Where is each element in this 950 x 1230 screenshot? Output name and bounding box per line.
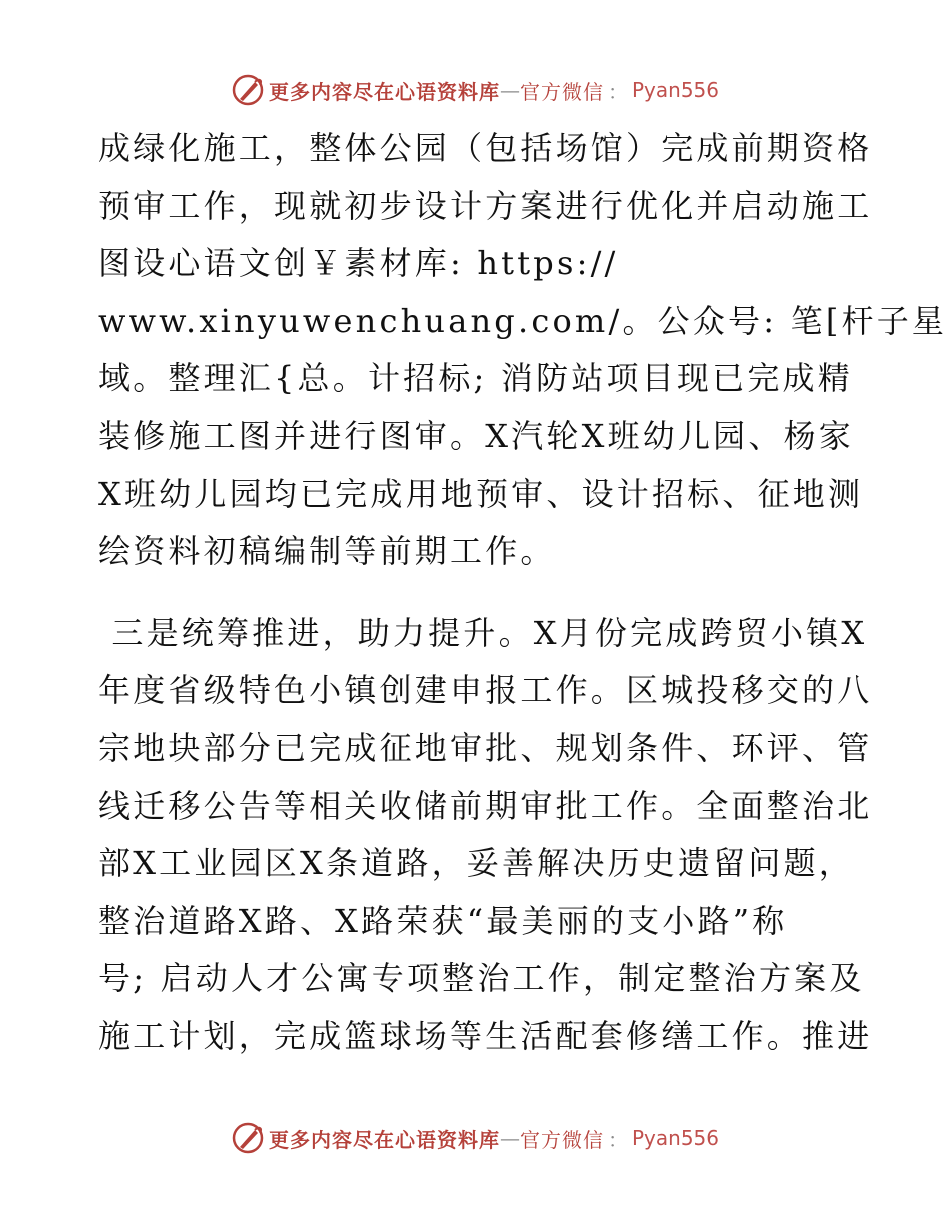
text-line: 年度省级特色小镇创建申报工作。区城投移交的八	[98, 671, 873, 710]
paragraph-1	[98, 120, 948, 581]
paragraph-spacer	[98, 581, 858, 605]
text-line: 宗地块部分已完成征地审批、规划条件、环评、管	[98, 728, 873, 767]
text-line: 三是统筹推进，助力提升。X月份完成跨贸小镇X	[98, 613, 868, 652]
banner-colon: ：	[607, 1127, 628, 1152]
banner-main-text: 更多内容尽在心语资料库	[268, 1127, 500, 1152]
text-line: 号; 启动人才公寓专项整治工作，制定整治方案及	[98, 959, 865, 998]
banner-dash: —	[499, 78, 520, 102]
banner-wechat-id: Pyan556	[631, 78, 719, 102]
banner-colon: ：	[607, 79, 628, 104]
banner-main-text: 更多内容尽在心语资料库	[268, 79, 500, 104]
text-line: 图设心语文创￥素材库: https://	[98, 244, 619, 283]
text-line: 域。整理汇{总。计招标; 消防站项目现已完成精	[98, 359, 853, 398]
header-watermark	[0, 70, 950, 110]
banner-wechat-label: 官方微信	[519, 79, 604, 104]
banner-wechat-id: Pyan556	[631, 1126, 719, 1150]
quill-logo-icon	[231, 1121, 265, 1155]
text-line: 线迁移公告等相关收储前期审批工作。全面整治北	[98, 786, 873, 825]
text-line: 施工计划，完成篮球场等生活配套修缮工作。推进	[98, 1016, 873, 1055]
text-line: 成绿化施工，整体公园（包括场馆）完成前期资格	[98, 129, 873, 167]
text-line: X班幼儿园均已完成用地预审、设计招标、征地测	[98, 474, 864, 513]
paragraph-2	[98, 605, 873, 1066]
document-body	[98, 120, 948, 1066]
text-line: 部X工业园区X条道路，妥善解决历史遗留问题，	[98, 844, 854, 883]
banner-wechat-label: 官方微信	[519, 1127, 604, 1152]
text-line: 绘资料初稿编制等前期工作。	[98, 532, 556, 571]
quill-logo-icon	[231, 73, 265, 107]
text-line: 装修施工图并进行图审。X汽轮X班幼儿园、杨家	[98, 416, 854, 455]
text-line: 预审工作，现就初步设计方案进行优化并启动施工	[98, 186, 873, 225]
text-line: 整治道路X路、X路荣获“最美丽的支小路”称	[98, 901, 788, 940]
footer-watermark	[0, 1118, 950, 1158]
text-line: www.xinyuwenchuang.com/。公众号: 笔[杆子星	[98, 301, 948, 340]
banner-dash: —	[499, 1126, 520, 1150]
